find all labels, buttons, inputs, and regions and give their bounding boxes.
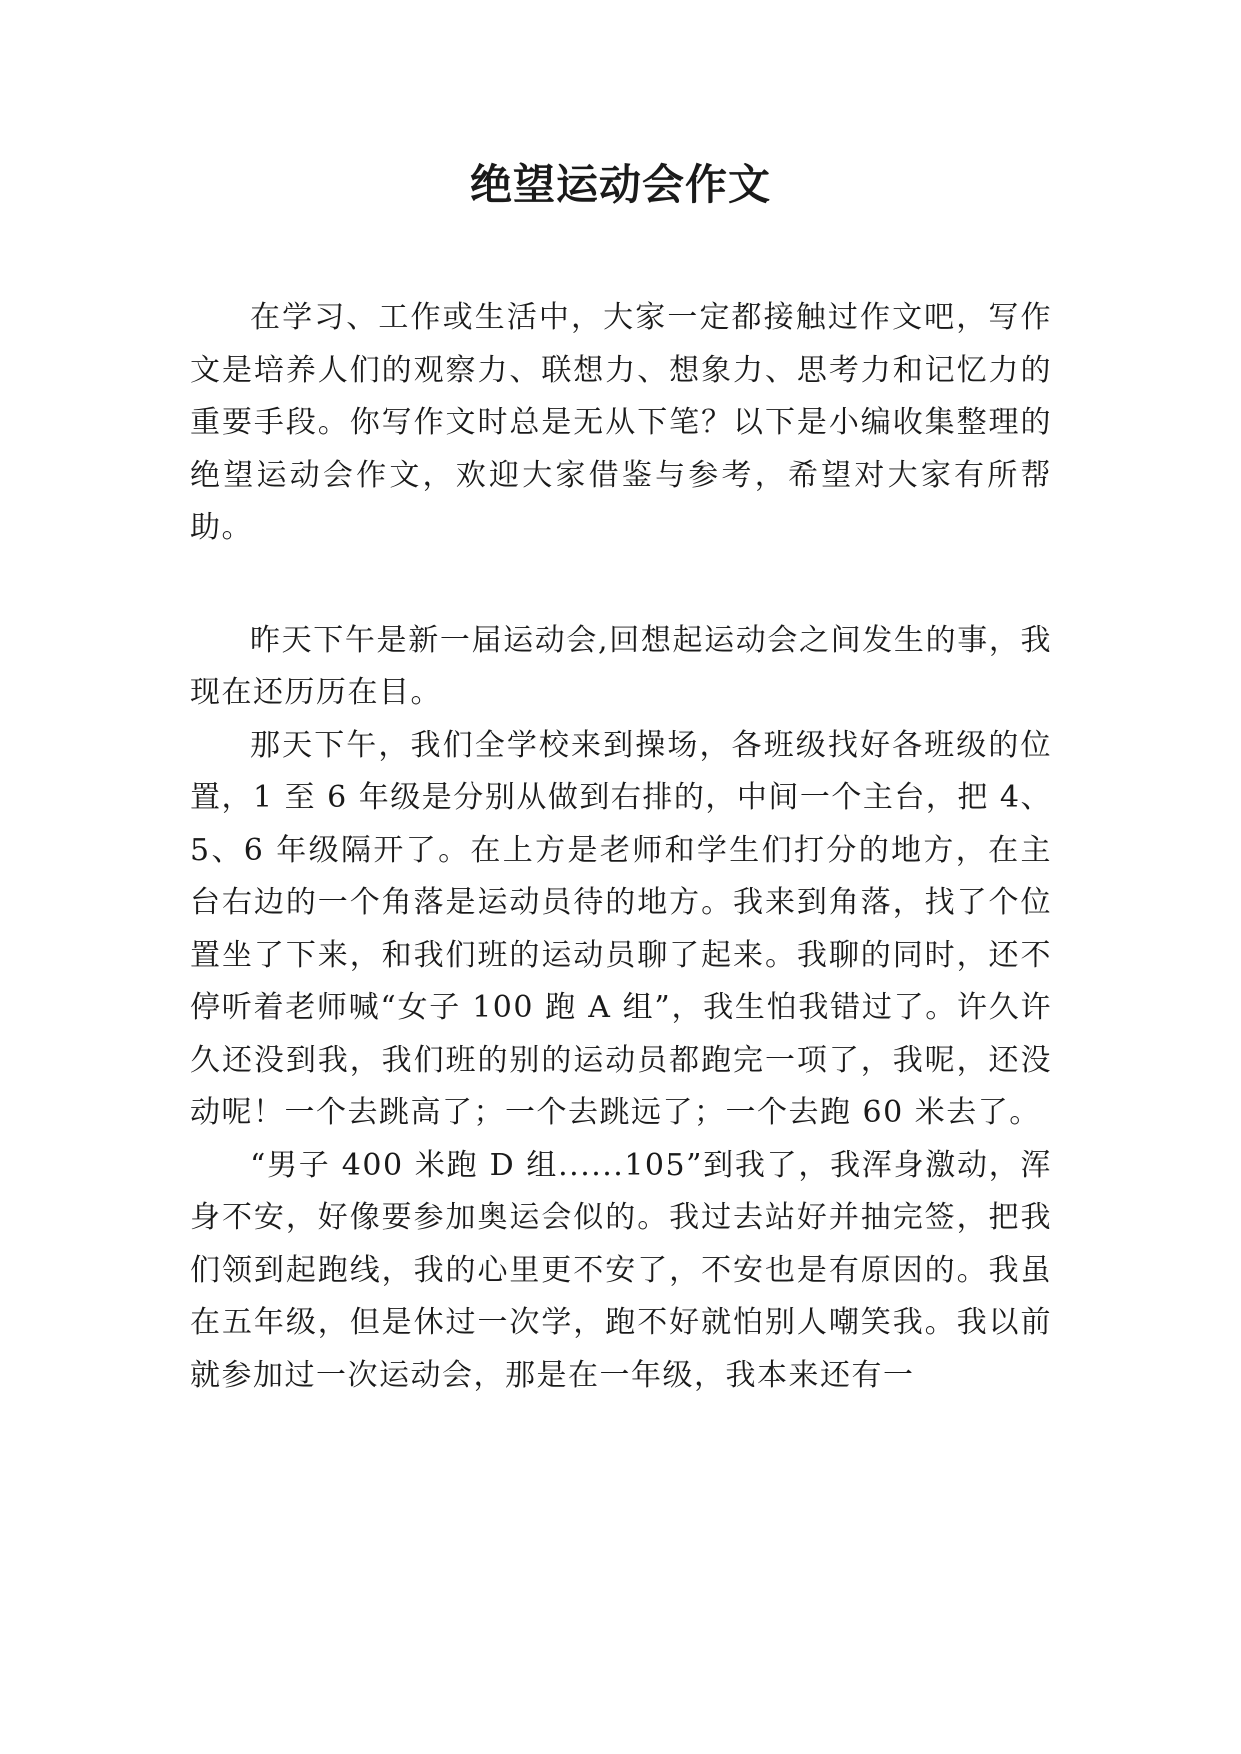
intro-paragraph: 在学习、工作或生活中，大家一定都接触过作文吧，写作文是培养人们的观察力、联想力、想象力、思考力和记忆力的重要手段。你写作文时总是无从下笔？以下是小编收集整理的绝望运动会作文，欢迎大家借鉴与参考，希望对大家有所帮助。 <box>190 300 1052 545</box>
document-title: 绝望运动会作文 <box>469 160 771 209</box>
body-paragraph-1: 昨天下午是新一届运动会,回想起运动会之间发生的事，我现在还历历在目。 <box>190 622 1052 710</box>
document-body <box>190 292 1052 1402</box>
body-paragraph-2: 那天下午，我们全学校来到操场，各班级找好各班级的位置，1 至 6 年级是分别从做到右排的，中间一个主台，把 4、5、6 年级隔开了。在上方是老师和学生们打分的地方，在主台右边的一个角落是运动员待的地方。我来到角落，找了个位置坐了下来，和我们班的运动员聊了起来。我聊的同时，还不停听着老师喊“女子 100 跑 A 组”，我生怕我错过了。许久许久还没到我，我们班的别的运动员都跑完一项了，我呢，还没动呢！一个去跳高了；一个去跳远了；一个去跑 60 米去了。 <box>190 727 1052 1130</box>
body-paragraph-3: “男子 400 米跑 D 组......105”到我了，我浑身激动，浑身不安，好像要参加奥运会似的。我过去站好并抽完签，把我们领到起跑线，我的心里更不安了，不安也是有原因的。我虽在五年级，但是休过一次学，跑不好就怕别人嘲笑我。我以前就参加过一次运动会，那是在一年级，我本来还有一 <box>190 1147 1052 1393</box>
